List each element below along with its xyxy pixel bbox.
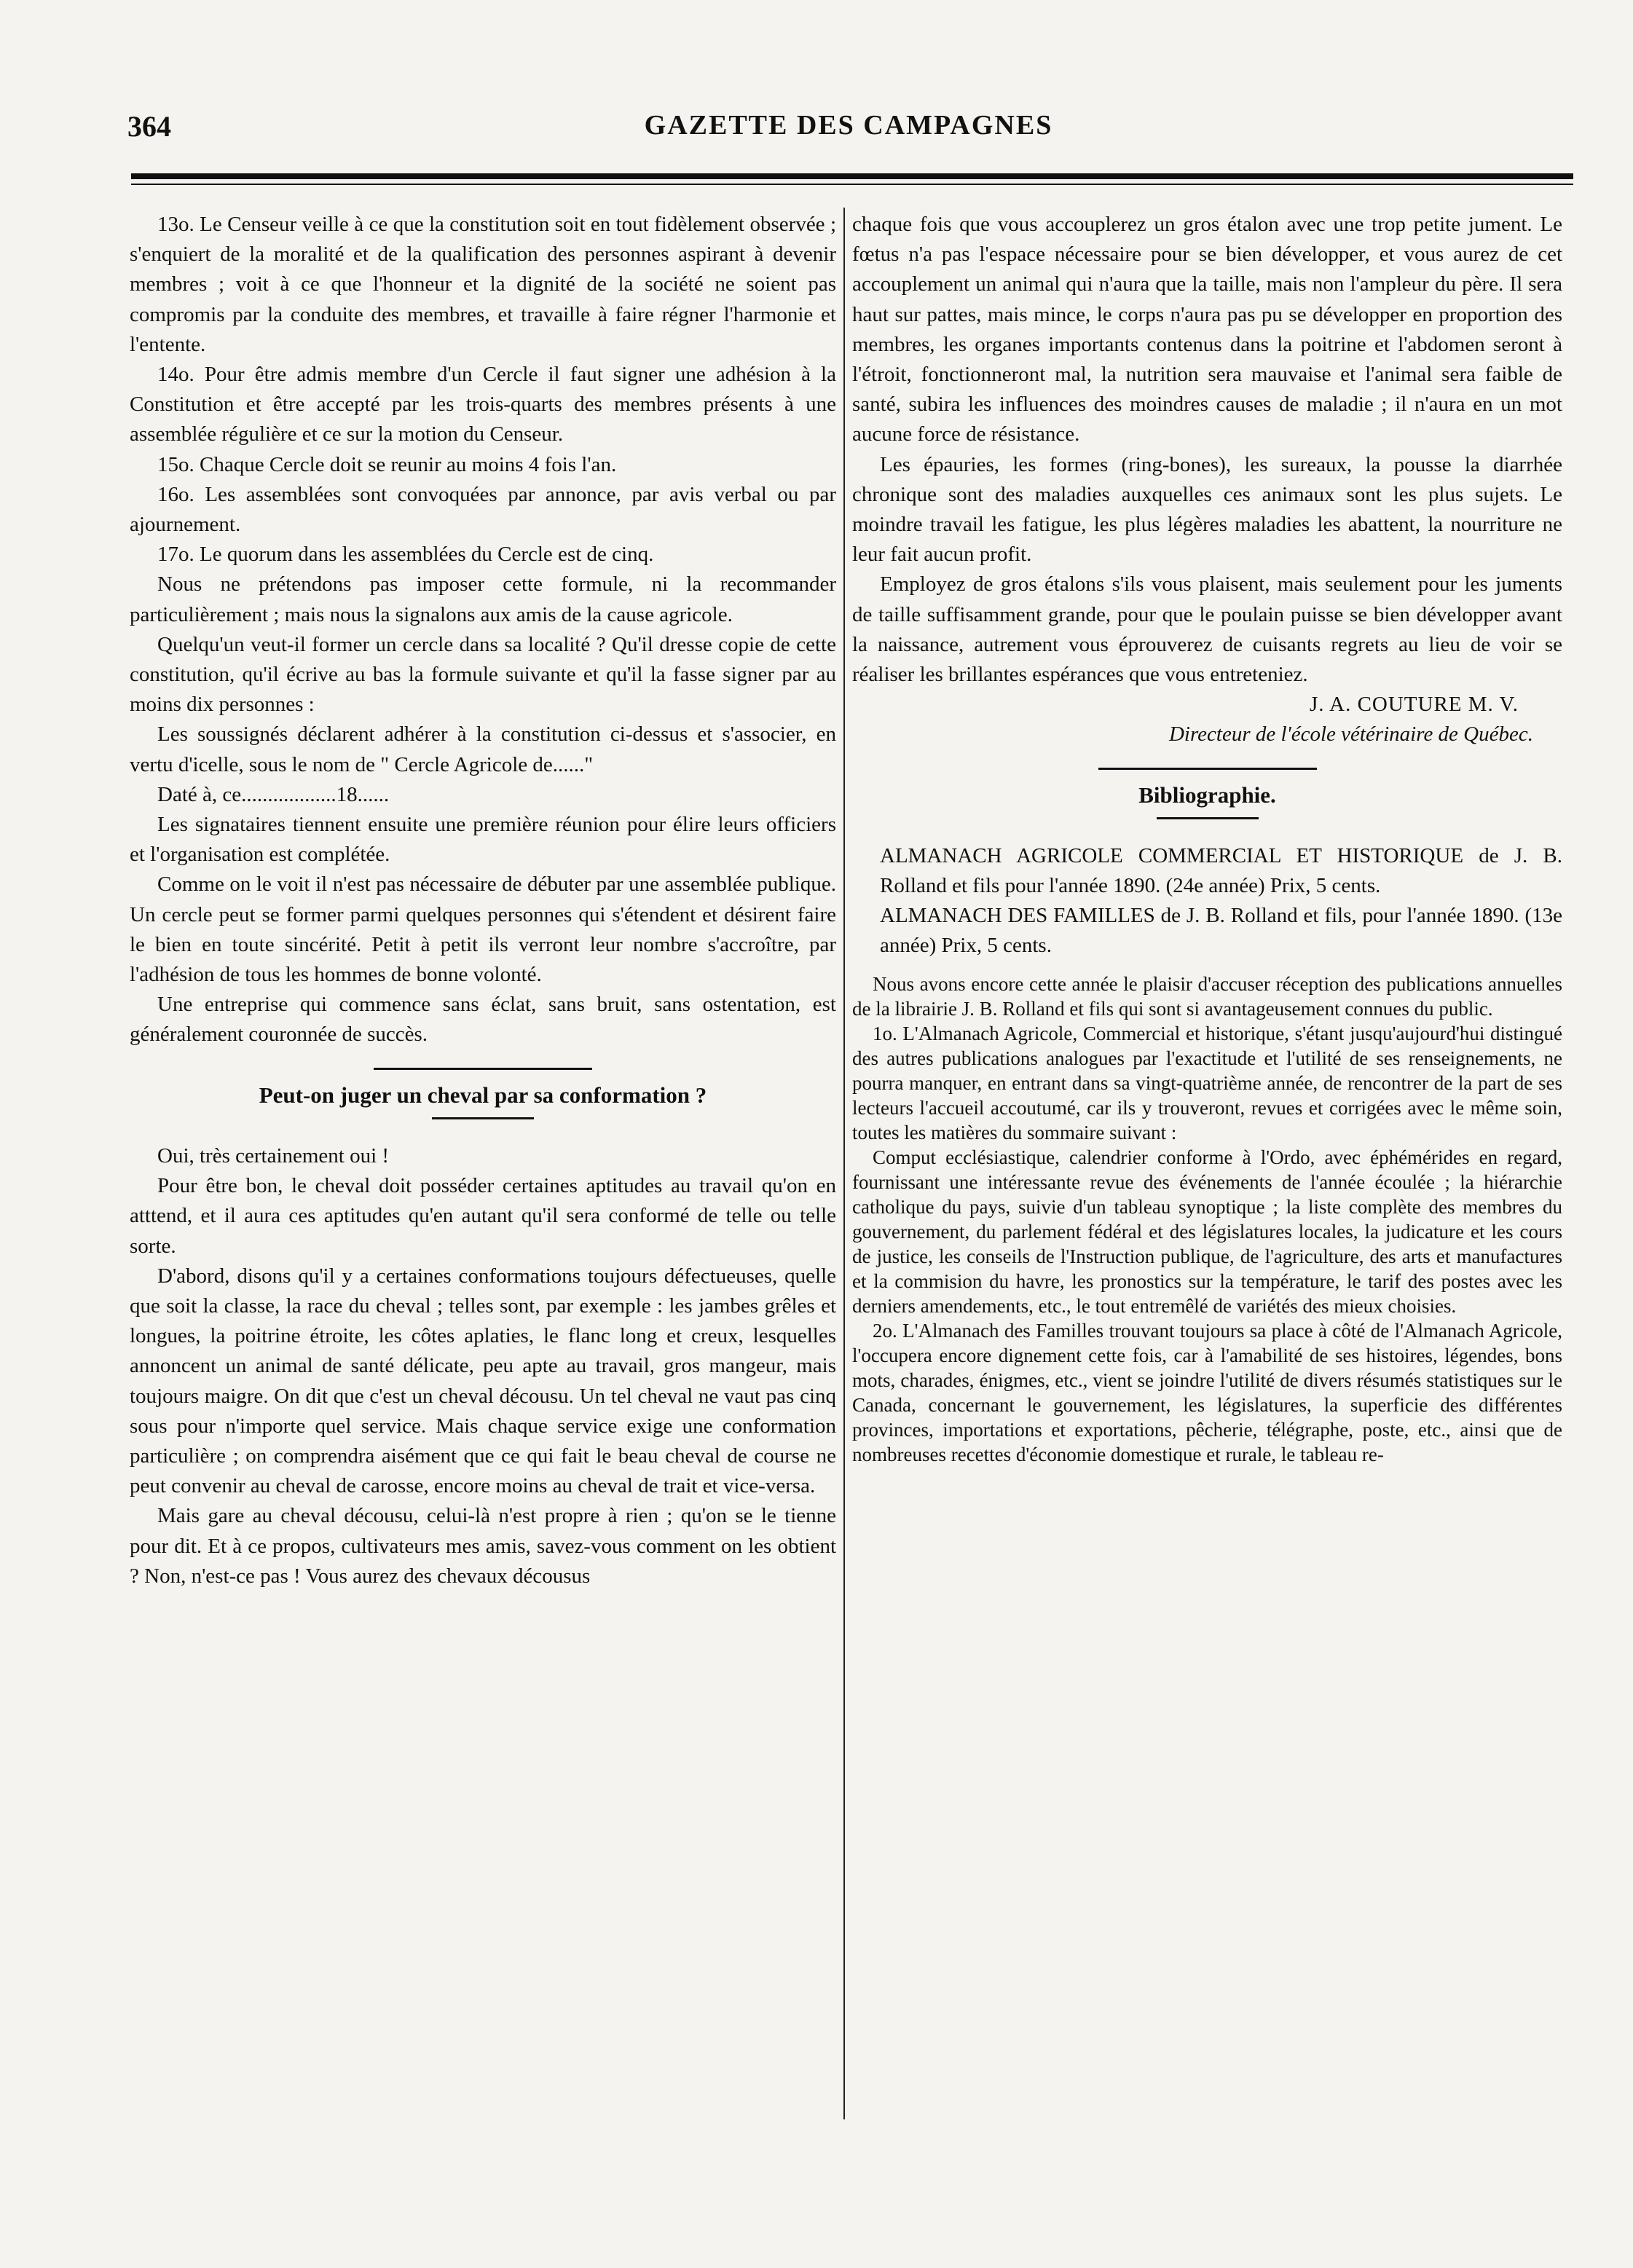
article-heading: Peut-on juger un cheval par sa conformation ?	[259, 1082, 707, 1108]
paragraph: 14o. Pour être admis membre d'un Cercle il faut signer une adhésion à la Constitution et être accepté par les trois-quarts des membres présents à une assemblée régulière et ce sur la motion du Censeur.	[130, 363, 836, 446]
page-header	[127, 109, 1570, 153]
bibliography-item: ALMANACH DES FAMILLES de J. B. Rolland et fils, pour l'année 1890. (13e année) Prix, 5 cents.	[880, 904, 1562, 958]
paragraph: 17o. Le quorum dans les assemblées du Cercle est de cinq.	[157, 543, 654, 567]
signature-title: Directeur de l'école vétérinaire de Québec.	[1168, 722, 1533, 747]
paragraph: Daté à, ce..................18......	[157, 782, 390, 806]
bibliography-item: ALMANACH AGRICOLE COMMERCIAL ET HISTORIQUE de J. B. Rolland et fils pour l'année 1890. (24e année) Prix, 5 cents.	[880, 843, 1562, 898]
paragraph: Quelqu'un veut-il former un cercle dans sa localité ? Qu'il dresse copie de cette constitution, qu'il écrive au bas la formule suivante et qu'il la fasse signer par au moins dix personnes :	[130, 632, 836, 717]
small-print-block	[852, 972, 1562, 1467]
article-heading-block	[130, 1068, 836, 1119]
heading-rule	[432, 1117, 534, 1119]
page-number: 364	[127, 110, 171, 143]
heading-rule	[1157, 817, 1259, 819]
paragraph: Nous ne prétendons pas imposer cette formule, ni la recommander particulièrement ; mais nous la signalons aux amis de la cause agricole.	[130, 572, 836, 626]
paragraph: Oui, très certainement oui !	[157, 1143, 390, 1168]
paragraph: 15o. Chaque Cercle doit se reunir au moins 4 fois l'an.	[157, 452, 617, 476]
header-rule-thin	[131, 184, 1573, 185]
paragraph: Comput ecclésiastique, calendrier conforme à l'Ordo, avec éphémérides en regard, fournissant une intéressante revue des événements de l'année écoulée ; la hiérarchie catholique du pays, suivie d'un tableau synoptique ; la liste complète des membres du gouvernement, du parlement fédéral et des législatures locales, la judicature et les cours de justice, les conseils de l'Instruction publique, de l'agriculture, des arts et manufactures et la commision du havre, les pronostics sur la température, le tarif des postes avec les derniers amendements, etc., le tout entremêlé de variétés des mieux choisies.	[852, 1146, 1562, 1317]
paragraph: Les signataires tiennent ensuite une première réunion pour élire leurs officiers et l'organisation est complétée.	[130, 813, 836, 867]
header-rule-thick	[131, 173, 1573, 179]
running-title: GAZETTE DES CAMPAGNES	[644, 110, 1053, 141]
signature: J. A. COUTURE M. V.	[1309, 693, 1519, 717]
paragraph: Les épauries, les formes (ring-bones), les sureaux, la pousse la diarrhée chronique sont des maladies auxquelles ces animaux sont les plus sujets. Le moindre travail les fatigue, les plus légères maladies les abattent, la nourriture ne leur fait aucun profit.	[852, 452, 1562, 567]
heading-rule	[1098, 768, 1317, 770]
paragraph: chaque fois que vous accouplerez un gros étalon avec une trop petite jument. Le fœtus n'a pas l'espace nécessaire pour se bien développer, et vous aurez de cet accouplement un animal qui n'aura que la taille, mais non l'ampleur du père. Il sera haut sur pattes, mais mince, le corps n'aura pas pu se développer en proportion des membres, les organes importants contenus dans la poitrine et l'abdomen seront à l'étroit, fonctionneront mal, la nutrition sera mauvaise et l'animal sera faible de santé, subira les influences des moindres causes de maladie ; il n'aura en un mot aucune force de résistance.	[852, 213, 1562, 446]
paragraph: 1o. L'Almanach Agricole, Commercial et historique, s'étant jusqu'aujourd'hui distingué des autres publications analogues par l'exactitude et l'utilité de ses renseignements, ne pourra manquer, en entrant dans sa vingt-quatrième année, de rencontrer de la part de ses lecteurs l'accueil accoutumé, car ils y trouveront, revues et corrigées avec le même soin, toutes les matières du sommaire suivant :	[852, 1022, 1562, 1143]
paragraph: Une entreprise qui commence sans éclat, sans bruit, sans ostentation, est généralement couronnée de succès.	[130, 993, 836, 1047]
right-column	[852, 210, 1562, 2118]
section-heading-block	[852, 768, 1562, 819]
paragraph: Pour être bon, le cheval doit posséder certaines aptitudes au travail qu'on en atttend, et il aura ces aptitudes qu'en autant qu'il sera conformé de telle ou telle sorte.	[130, 1174, 836, 1258]
paragraph: 2o. L'Almanach des Familles trouvant toujours sa place à côté de l'Almanach Agricole, l'occupera encore dignement cette fois, car à l'amabilité de ses histoires, légendes, bons mots, charades, énigmes, etc., vient se joindre l'utilité de divers résumés statistiques sur le Canada, concernant le gouvernement, les législatures, la superficie des différentes provinces, importations et exportations, pêcherie, télégraphe, poste, etc., ainsi que de nombreuses recettes d'économie domestique et rurale, le tableau re-	[852, 1319, 1562, 1465]
paragraph: Employez de gros étalons s'ils vous plaisent, mais seulement pour les juments de taille suffisamment grande, pour que le poulain puisse se bien développer avant la naissance, autrement vous éprouverez de cuisants regrets au lieu de voir se réaliser les brillantes espérances que vous entreteniez.	[852, 572, 1562, 687]
paragraph: Les soussignés déclarent adhérer à la constitution ci-dessus et s'associer, en vertu d'icelle, sous le nom de " Cercle Agricole de......"	[130, 722, 836, 776]
left-column	[130, 210, 836, 2118]
column-divider	[843, 208, 845, 2119]
paragraph: Nous avons encore cette année le plaisir d'accuser réception des publications annuelles de la librairie J. B. Rolland et fils qui sont si avantageusement connues du public.	[852, 972, 1562, 1020]
paragraph: Comme on le voit il n'est pas nécessaire de débuter par une assemblée publique. Un cercle peut se former parmi quelques personnes qui s'étendent et désirent faire le bien en toute sincérité. Petit à petit ils verront leur nombre s'accroître, par l'adhésion de tous les hommes de bonne volonté.	[130, 873, 836, 987]
paragraph: 16o. Les assemblées sont convoquées par annonce, par avis verbal ou par ajournement.	[130, 482, 836, 537]
heading-rule	[374, 1068, 592, 1070]
paragraph: 13o. Le Censeur veille à ce que la constitution soit en tout fidèlement observée ; s'enquiert de la moralité et de la qualification des personnes aspirant à devenir membres ; voit à ce que l'honneur et la dignité de la société ne soient pas compromis par la conduite des membres, et travaille à faire régner l'harmonie et l'entente.	[130, 213, 836, 356]
section-heading: Bibliographie.	[1138, 781, 1276, 808]
paragraph: D'abord, disons qu'il y a certaines conformations toujours défectueuses, quelle que soit la classe, la race du cheval ; telles sont, par exemple : les jambes grêles et longues, la poitrine étroite, les côtes aplaties, le flanc long et creux, lesquelles annoncent un animal de santé délicate, peu apte au travail, gros mangeur, mais toujours maigre. On dit que c'est un cheval décousu. Un tel cheval ne vaut pas cinq sous pour n'importe quel service. Mais chaque service exige une conformation particulière ; on comprendra aisément que ce qui fait le beau cheval de course ne peut convenir au cheval de carosse, encore moins au cheval de trait et vice-versa.	[130, 1264, 836, 1498]
paragraph: Mais gare au cheval décousu, celui-là n'est propre à rien ; qu'on se le tienne pour dit. Et à ce propos, cultivateurs mes amis, savez-vous comment on les obtient ? Non, n'est-ce pas ! Vous aurez des chevaux décousus	[130, 1504, 836, 1588]
